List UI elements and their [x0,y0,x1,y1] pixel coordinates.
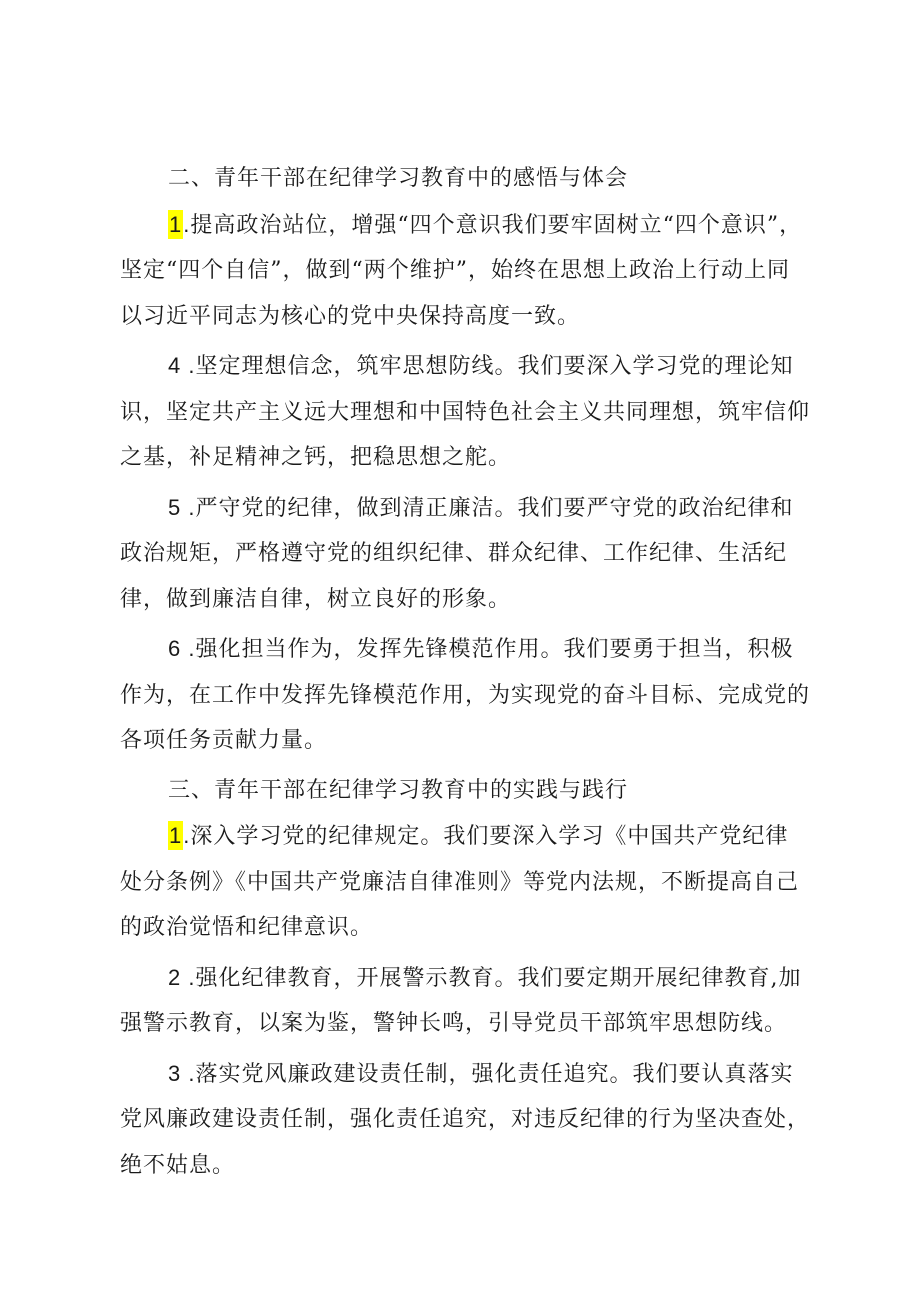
item-separator: . [181,964,196,990]
item-text: 强化担当作为，发挥先锋模范作用。我们要勇于担当，积极作为，在工作中发挥先锋模范作用，为实现党的奋斗目标、完成党的各项任务贡献力量。 [120,637,811,753]
item-number: 5 [168,494,182,520]
list-item-2-3 [120,485,810,623]
list-item-3-3 [120,1051,810,1189]
list-item-3-2 [120,955,810,1047]
list-item-2-4 [120,626,810,764]
item-number: 3 [168,1060,182,1086]
item-text: 强化纪律教育，开展警示教育。我们要定期开展纪律教育,加强警示教育，以案为鉴，警钟长鸣，引导党员干部筑牢思想防线。 [120,965,802,1036]
item-text: 坚定理想信念，筑牢思想防线。我们要深入学习党的理论知识，坚定共产主义远大理想和中国特色社会主义共同理想，筑牢信仰之基，补足精神之钙，把稳思想之舵。 [120,354,811,470]
highlighted-number: 1 [169,211,183,237]
item-separator: . [183,211,191,237]
item-text: 深入学习党的纪律规定。我们要深入学习《中国共产党纪律处分条例》《中国共产党廉洁自律准则》等党内法规，不断提高自己的政治觉悟和纪律意识。 [120,824,800,940]
item-number: 2 [168,964,182,990]
item-separator: . [181,1060,196,1086]
item-separator: . [181,353,196,378]
section-heading-2: 二、青年干部在纪律学习教育中的感悟与体会 [168,166,629,191]
item-text: 严守党的纪律，做到清正廉洁。我们要严守党的政治纪律和政治规矩，严格遵守党的组织纪律、群众纪律、工作纪律、生活纪律，做到廉洁自律，树立良好的形象。 [120,495,794,612]
list-item-2-1 [120,202,810,340]
item-separator: . [181,494,196,520]
list-item-2-2 [120,343,810,481]
section-heading-3: 三、青年干部在纪律学习教育中的实践与践行 [168,777,629,803]
item-text: 提高政治站位，增强“四个意识我们要牢固树立“四个意识”，坚定“四个自信”，做到“两个维护”，始终在思想上政治上行动上同以习近平同志为核心的党中央保持高度一致。 [120,212,803,329]
list-item-3-1 [120,813,810,951]
item-separator: . [183,823,191,848]
item-separator: . [181,636,196,661]
highlighted-number: 1 [169,823,183,848]
item-text: 落实党风廉政建设责任制，强化责任追究。我们要认真落实党风廉政建设责任制，强化责任追究，对违反纪律的行为坚决查处，绝不姑息。 [120,1061,811,1178]
item-number: 6 [168,636,182,661]
item-number: 4 [168,353,182,378]
